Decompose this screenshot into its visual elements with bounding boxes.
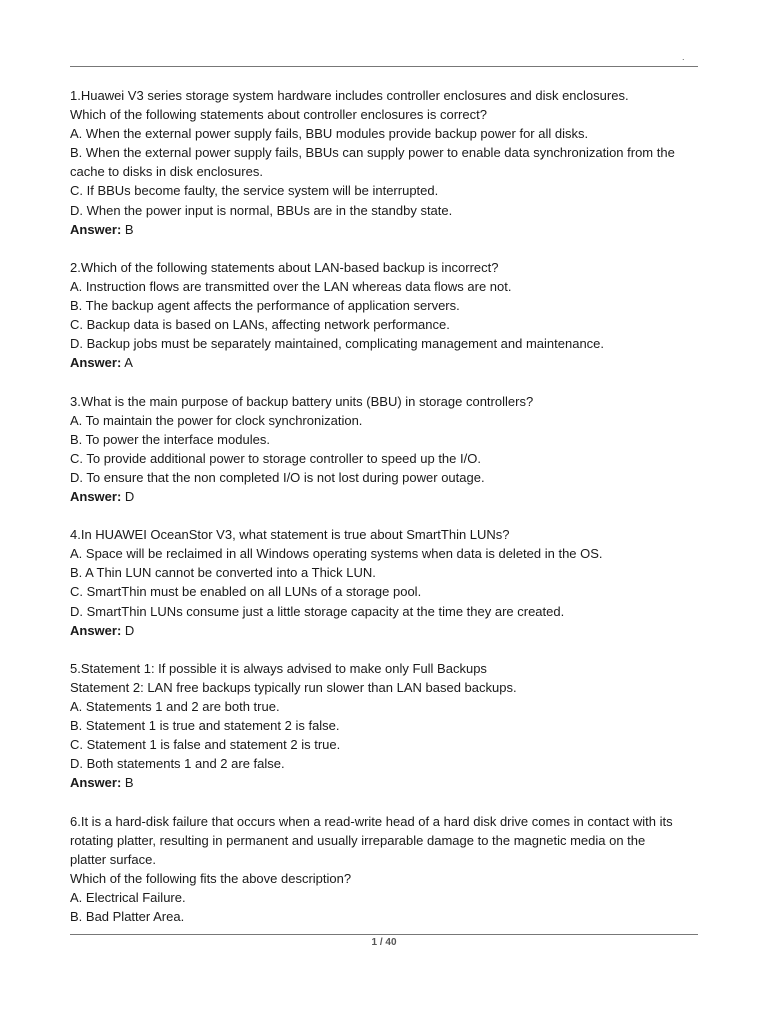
question-block [70,659,700,793]
question-text: 2.Which of the following statements about LAN-based backup is incorrect? [70,259,499,275]
question-line: A. Statements 1 and 2 are both true. [70,699,280,714]
question-text: 5.Statement 1: If possible it is always advised to make only Full Backups [70,660,487,676]
answer-line [70,621,700,640]
question-line: D. Backup jobs must be separately maintained, complicating management and maintenance. [70,336,605,352]
answer-value: D [124,622,135,638]
footer-rule [70,934,698,935]
page-number: 1 / 40 [371,937,397,948]
question-block [70,86,700,239]
answer-value: D [124,488,135,504]
question-line: A. Space will be reclaimed in all Windows operating systems when data is deleted in the OS. [70,546,603,562]
question-list [70,86,700,945]
question-line: B. When the external power supply fails, BBUs can supply power to enable data synchronization from the [70,145,675,161]
question-line: C. Backup data is based on LANs, affecting network performance. [70,317,450,333]
answer-value: B [124,221,134,237]
question-text: 1.Huawei V3 series storage system hardware includes controller enclosures and disk enclosures. [70,88,629,103]
question-line: rotating platter, resulting in permanent and usually irreparable damage to the magnetic media on the [70,832,646,848]
answer-line [70,487,700,506]
answer-line [70,773,700,792]
question-line: B. The backup agent affects the performance of application servers. [70,298,460,314]
question-line: Which of the following fits the above description? [70,870,352,886]
answer-value: B [124,775,134,791]
question-line: B. Bad Platter Area. [70,909,185,925]
question-text: 6.It is a hard-disk failure that occurs when a read-write head of a hard disk drive comes in contact with its [70,813,673,829]
question-line: D. To ensure that the non completed I/O is not lost during power outage. [70,469,485,485]
question-line: C. If BBUs become faulty, the service system will be interrupted. [70,183,439,199]
answer-label: Answer: [70,775,122,791]
question-line: C. To provide additional power to storage controller to speed up the I/O. [70,450,481,466]
question-block [70,525,700,640]
question-line: platter surface. [70,851,156,867]
question-line: Statement 2: LAN free backups typically run slower than LAN based backups. [70,679,517,695]
question-line: B. A Thin LUN cannot be converted into a Thick LUN. [70,565,376,581]
question-line: A. Electrical Failure. [70,889,186,905]
question-line: C. Statement 1 is false and statement 2 is true. [70,737,341,753]
question-block [70,812,700,927]
answer-line [70,220,700,239]
question-line: C. SmartThin must be enabled on all LUNs of a storage pool. [70,584,422,600]
answer-label: Answer: [70,622,122,638]
header-rule [70,66,698,67]
question-line: D. Both statements 1 and 2 are false. [70,756,285,772]
question-block [70,392,700,507]
question-line: cache to disks in disk enclosures. [70,164,263,180]
answer-line [70,353,700,372]
answer-label: Answer: [70,488,122,504]
question-line: A. Instruction flows are transmitted over the LAN whereas data flows are not. [70,278,512,294]
question-line: Which of the following statements about controller enclosures is correct? [70,107,487,123]
question-line: A. When the external power supply fails, BBU modules provide backup power for all disks. [70,126,589,142]
question-text: 3.What is the main purpose of backup battery units (BBU) in storage controllers? [70,393,534,409]
answer-label: Answer: [70,221,122,237]
question-line: A. To maintain the power for clock synchronization. [70,412,363,428]
answer-value: A [124,355,133,371]
question-line: B. Statement 1 is true and statement 2 is false. [70,718,340,734]
question-block [70,258,700,373]
question-line: D. SmartThin LUNs consume just a little storage capacity at the time they are created. [70,603,565,619]
question-text: 4.In HUAWEI OceanStor V3, what statement is true about SmartThin LUNs? [70,527,510,543]
header-mark: . [682,52,685,62]
answer-label: Answer: [70,355,122,371]
question-line: B. To power the interface modules. [70,431,270,447]
question-line: D. When the power input is normal, BBUs are in the standby state. [70,202,453,218]
